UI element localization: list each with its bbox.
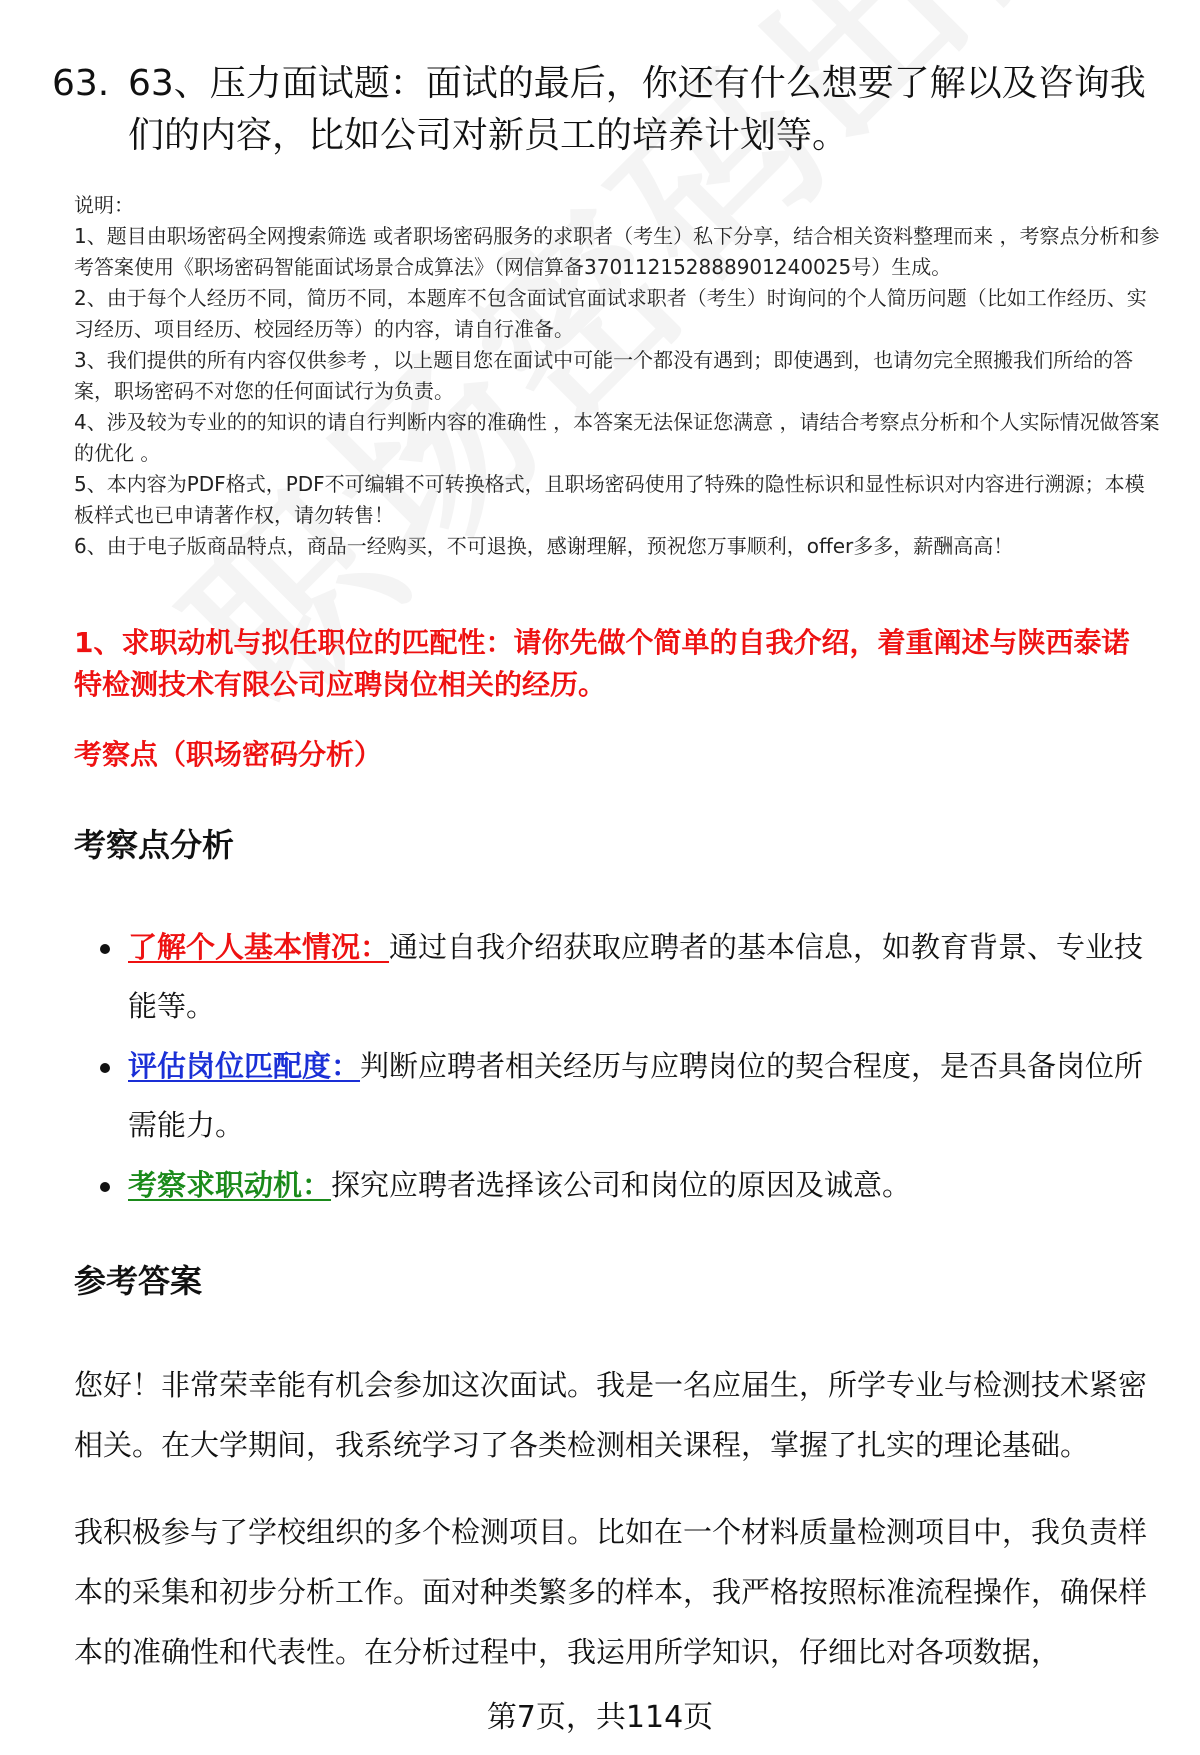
bullet-icon: [100, 1182, 110, 1192]
analysis-item: [74, 1156, 1150, 1215]
note-item: 6、由于电子版商品特点，商品一经购买，不可退换，感谢理解，预祝您万事顺利，offer多多，薪酬高高！: [74, 534, 1014, 558]
analysis-item-text: 判断应聘者相关经历与应聘岗位的契合程度，是否具备岗位所需能力。: [128, 1049, 1144, 1142]
bullet-icon: [100, 1063, 110, 1073]
analysis-item: [74, 1037, 1150, 1155]
question-text: 63、压力面试题：面试的最后，你还有什么想要了解以及咨询我们的内容，比如公司对新员工的培养计划等。: [128, 63, 1146, 156]
answer-paragraph: 您好！非常荣幸能有机会参加这次面试。我是一名应届生，所学专业与检测技术紧密相关。在大学期间，我系统学习了各类检测相关课程，掌握了扎实的理论基础。: [74, 1368, 1148, 1462]
sub-question: 1、求职动机与拟任职位的匹配性：请你先做个简单的自我介绍，着重阐述与陕西泰诺特检测技术有限公司应聘岗位相关的经历。: [74, 626, 1130, 701]
notes-heading: 说明：: [74, 193, 134, 217]
answer-heading: 参考答案: [74, 1262, 203, 1300]
question-number: 63.: [52, 63, 110, 104]
analysis-item: [74, 918, 1150, 1036]
question-title: [52, 58, 1152, 162]
note-item: 2、由于每个人经历不同，简历不同，本题库不包含面试官面试求职者（考生）时询问的个人简历问题（比如工作经历、实习经历、项目经历、校园经历等）的内容，请自行准备。: [74, 286, 1147, 341]
analysis-heading: 考察点分析: [74, 826, 235, 864]
notes-block: [74, 190, 1164, 562]
analysis-label: 考察点（职场密码分析）: [74, 738, 383, 771]
analysis-item-label: 考察求职动机：: [128, 1168, 332, 1202]
page-number: 第7页，共114页: [486, 1700, 714, 1735]
note-item: 4、涉及较为专业的的知识的请自行判断内容的准确性 ，本答案无法保证您满意 ，请结合考察点分析和个人实际情况做答案的优化 。: [74, 410, 1160, 465]
note-item: 5、本内容为PDF格式，PDF不可编辑不可转换格式，且职场密码使用了特殊的隐性标识和显性标识对内容进行溯源；本模板样式也已申请著作权，请勿转售！: [74, 472, 1145, 527]
analysis-item-text: 探究应聘者选择该公司和岗位的原因及诚意。: [331, 1168, 912, 1202]
analysis-item-label: 评估岗位匹配度：: [128, 1049, 361, 1083]
bullet-icon: [100, 944, 110, 954]
analysis-list: [74, 918, 1150, 1216]
note-item: 1、题目由职场密码全网搜索筛选 或者职场密码服务的求职者（考生）私下分享，结合相关资料整理而来 ，考察点分析和参考答案使用《职场密码智能面试场景合成算法》（网信算备370112152888901240025号）生成。: [74, 224, 1160, 279]
answer-paragraph: 我积极参与了学校组织的多个检测项目。比如在一个材料质量检测项目中，我负责样本的采集和初步分析工作。面对种类繁多的样本，我严格按照标准流程操作，确保样本的准确性和代表性。在分析过程中，我运用所学知识，仔细比对各项数据，: [74, 1515, 1148, 1669]
note-item: 3、我们提供的所有内容仅供参考 ，以上题目您在面试中可能一个都没有遇到；即使遇到，也请勿完全照搬我们所给的答案，职场密码不对您的任何面试行为负责。: [74, 348, 1134, 403]
analysis-item-text: 通过自我介绍获取应聘者的基本信息，如教育背景、专业技能等。: [128, 930, 1144, 1023]
analysis-item-label: 了解个人基本情况：: [128, 930, 390, 964]
